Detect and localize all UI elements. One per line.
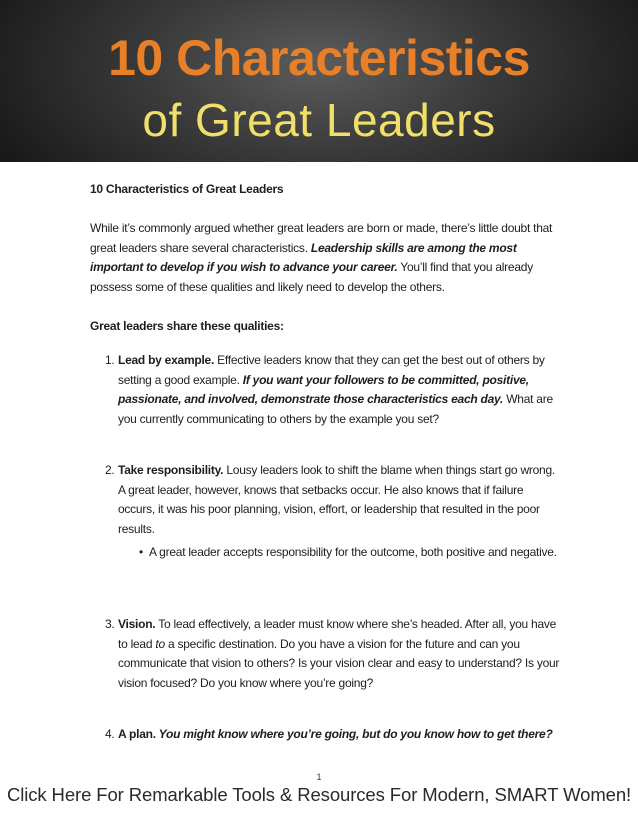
intro-emphasis: Leadership skills are among the most important to develop if you wish to advance your career. — [90, 240, 517, 274]
item-number: 3. — [105, 617, 115, 631]
item-title: Vision. — [118, 617, 156, 631]
intro-text-a: While it’s commonly argued whether great leaders are born or made, there’s little doubt that great leaders share several characteristics. — [90, 221, 553, 255]
item-text-a: Effective leaders know that they can get the best out of others by setting a good example. — [118, 353, 545, 387]
item-emphasis: If you want your followers to be committed, positive, passionate, and involved, demonstrate those characteristics each day. — [118, 372, 529, 406]
item-emphasis: You might know where you’re going, but do you know how to get there? — [155, 727, 553, 741]
item-text-b: What are you currently communicating to others by the example you set? — [118, 392, 553, 426]
page-number: 1 — [316, 772, 322, 782]
bullet-dot: • — [139, 545, 143, 559]
item-number: 4. — [105, 727, 115, 741]
bullet-item — [139, 543, 559, 563]
item-title: A plan. — [118, 727, 156, 741]
item-text-a: To lead effectively, a leader must know where she’s headed. After all, you have to lead — [118, 617, 557, 651]
intro-text-b: You’ll find that you already possess some of these qualities and likely need to develop the others. — [90, 260, 533, 294]
item-number: 2. — [105, 463, 115, 477]
list-item — [105, 461, 560, 539]
list-item — [105, 615, 560, 693]
item-text-a: Lousy leaders look to shift the blame when things start go wrong. A great leader, however, knows that setbacks occur. He also knows that if failure occurs, it was his poor planning, vision, effort, or leadership that resulted in the poor results. — [118, 463, 555, 536]
banner-title: 10 Characteristics — [108, 30, 530, 86]
item-emphasis: to — [155, 636, 165, 651]
list-item — [105, 725, 560, 745]
qualities-subheading: Great leaders share these qualities: — [90, 318, 284, 333]
item-title: Take responsibility. — [118, 463, 224, 477]
list-item — [105, 351, 560, 429]
resources-link[interactable]: Click Here For Remarkable Tools & Resources For Modern, SMART Women! — [6, 784, 632, 805]
banner-subtitle: of Great Leaders — [142, 94, 496, 146]
document-heading: 10 Characteristics of Great Leaders — [90, 182, 284, 196]
item-title: Lead by example. — [118, 353, 215, 367]
item-text-b: a specific destination. Do you have a vision for the future and can you communicate that vision to others? Is your vision clear and easy to understand? Is your vision focused? Do you know where you’re going? — [118, 636, 560, 690]
intro-paragraph — [90, 219, 560, 297]
bullet-text: A great leader accepts responsibility for the outcome, both positive and negative. — [149, 545, 557, 559]
item-number: 1. — [105, 353, 115, 367]
header-banner — [0, 0, 638, 162]
document-body — [90, 180, 560, 336]
